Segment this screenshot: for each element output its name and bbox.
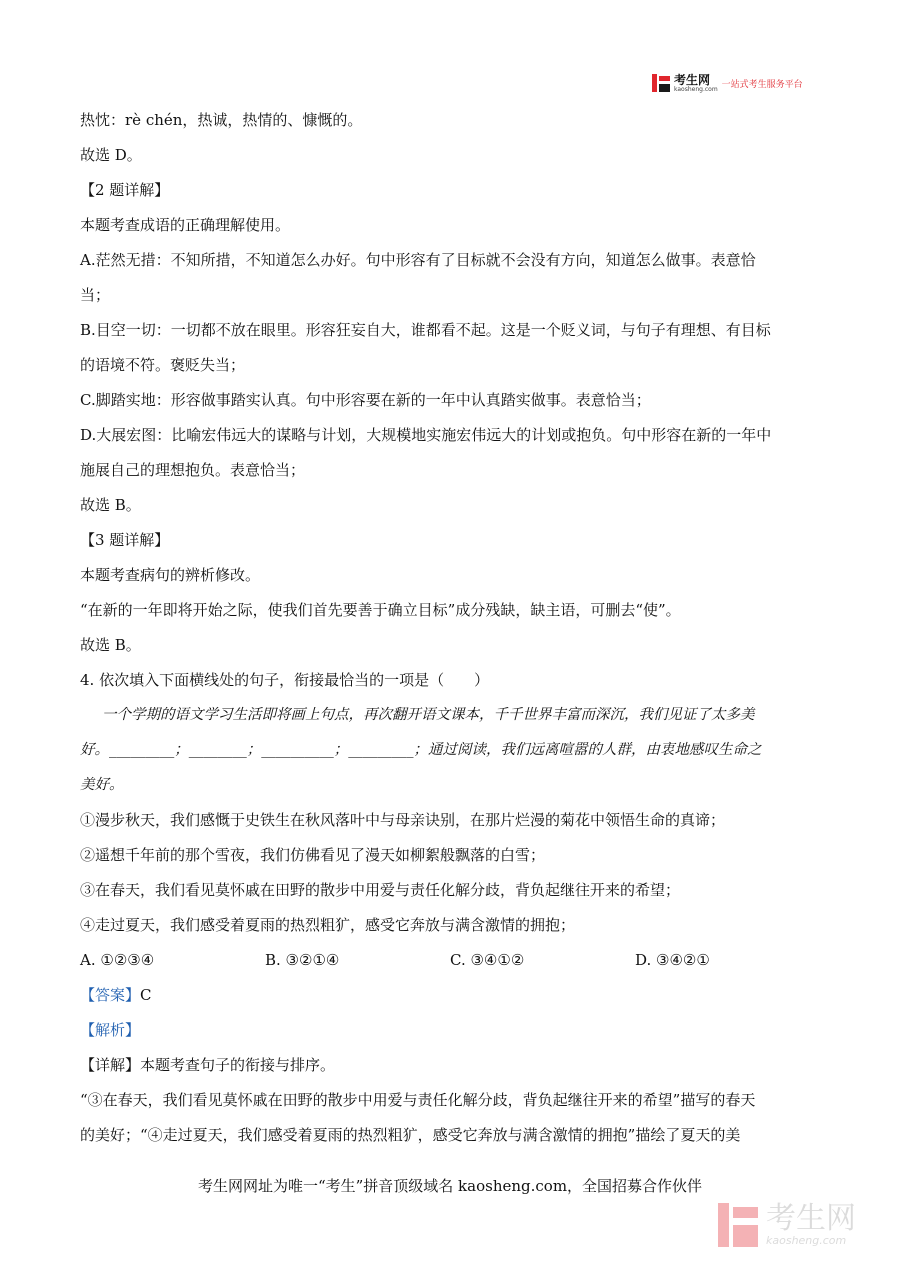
passage-line: 好。_________；________；__________；_________；通过阅读，我们远离喧嚣的人群，由衷地感叹生命之 xyxy=(80,742,762,758)
logo-domain: kaosheng.com xyxy=(674,85,718,93)
list-item: ④走过夏天，我们感受着夏雨的热烈粗犷，感受它奔放与满含激情的拥抱； xyxy=(80,916,576,934)
list-item: ③在春天，我们看见莫怀戚在田野的散步中用爱与责任化解分歧，背负起继往开来的希望； xyxy=(80,881,681,899)
list-item: ①漫步秋天，我们感慨于史铁生在秋风落叶中与母亲诀别，在那片烂漫的菊花中领悟生命的真谛； xyxy=(80,811,726,829)
text-line: C.脚踏实地：形容做事踏实认真。句中形容要在新的一年中认真踏实做事。表意恰当； xyxy=(80,391,651,409)
page-footer: 考生网网址为唯一“考生”拼音顶级域名 kaosheng.com，全国招募合作伙伴 xyxy=(197,1177,703,1195)
text-line: 的语境不符。褒贬失当； xyxy=(80,356,246,374)
text-line: “在新的一年即将开始之际，使我们首先要善于确立目标”成分残缺，缺主语，可删去“使”。 xyxy=(80,601,681,619)
header-logo xyxy=(652,72,803,94)
option-a: A. ①②③④ xyxy=(80,951,155,969)
detail-line: “③在春天，我们看见莫怀戚在田野的散步中用爱与责任化解分歧，背负起继往开来的希望”描写的春天 xyxy=(80,1091,756,1109)
text-line: 热忱：rè chén，热诚，热情的、慷慨的。 xyxy=(80,111,363,129)
answer-options xyxy=(80,943,825,978)
section-heading: 【3 题详解】 xyxy=(80,531,170,549)
passage-line: 一个学期的语文学习生活即将画上句点，再次翻开语文课本，千千世界丰富而深沉，我们见证了太多美 xyxy=(102,707,755,723)
detail-line: 【详解】本题考查句子的衔接与排序。 xyxy=(80,1056,336,1074)
kaosheng-logo-icon xyxy=(652,74,670,92)
watermark xyxy=(718,1200,856,1247)
text-line: 故选 D。 xyxy=(80,146,142,164)
text-line: 故选 B。 xyxy=(80,496,141,514)
section-heading: 【2 题详解】 xyxy=(80,181,170,199)
logo-name: 考生网 xyxy=(674,72,711,87)
question-stem: 4. 依次填入下面横线处的句子，衔接最恰当的一项是（ ） xyxy=(80,671,490,689)
text-line: D.大展宏图：比喻宏伟远大的谋略与计划，大规模地实施宏伟远大的计划或抱负。句中形容在新的一年中 xyxy=(80,426,772,444)
passage-line: 美好。 xyxy=(80,777,124,793)
option-d: D. ③④②① xyxy=(635,951,710,969)
text-line: B.目空一切：一切都不放在眼里。形容狂妄自大，谁都看不起。这是一个贬义词，与句子有理想、有目标 xyxy=(80,321,771,339)
list-item: ②遥想千年前的那个雪夜，我们仿佛看见了漫天如柳絮般飘落的白雪； xyxy=(80,846,546,864)
logo-slogan: 一站式考生服务平台 xyxy=(721,79,803,90)
text-line: 故选 B。 xyxy=(80,636,141,654)
text-line: A.茫然无措：不知所措，不知道怎么办好。句中形容有了目标就不会没有方向，知道怎么做事。表意恰 xyxy=(80,251,756,269)
answer-label: 【答案】 xyxy=(80,986,141,1004)
option-c: C. ③④①② xyxy=(450,951,525,969)
text-line: 施展自己的理想抱负。表意恰当； xyxy=(80,461,306,479)
document-body xyxy=(80,103,825,1153)
text-line: 本题考查成语的正确理解使用。 xyxy=(80,216,291,234)
text-line: 当； xyxy=(80,286,111,304)
watermark-name: 考生网 xyxy=(766,1200,856,1236)
option-b: B. ③②①④ xyxy=(265,951,340,969)
kaosheng-watermark-icon xyxy=(718,1203,758,1247)
answer-value: C xyxy=(140,986,152,1004)
answer-line xyxy=(80,978,825,1013)
text-line: 本题考查病句的辨析修改。 xyxy=(80,566,261,584)
watermark-domain: kaosheng.com xyxy=(766,1233,847,1247)
detail-line: 的美好；“④走过夏天，我们感受着夏雨的热烈粗犷，感受它奔放与满含激情的拥抱”描绘了夏天的美 xyxy=(80,1126,741,1144)
analysis-label: 【解析】 xyxy=(80,1021,141,1039)
